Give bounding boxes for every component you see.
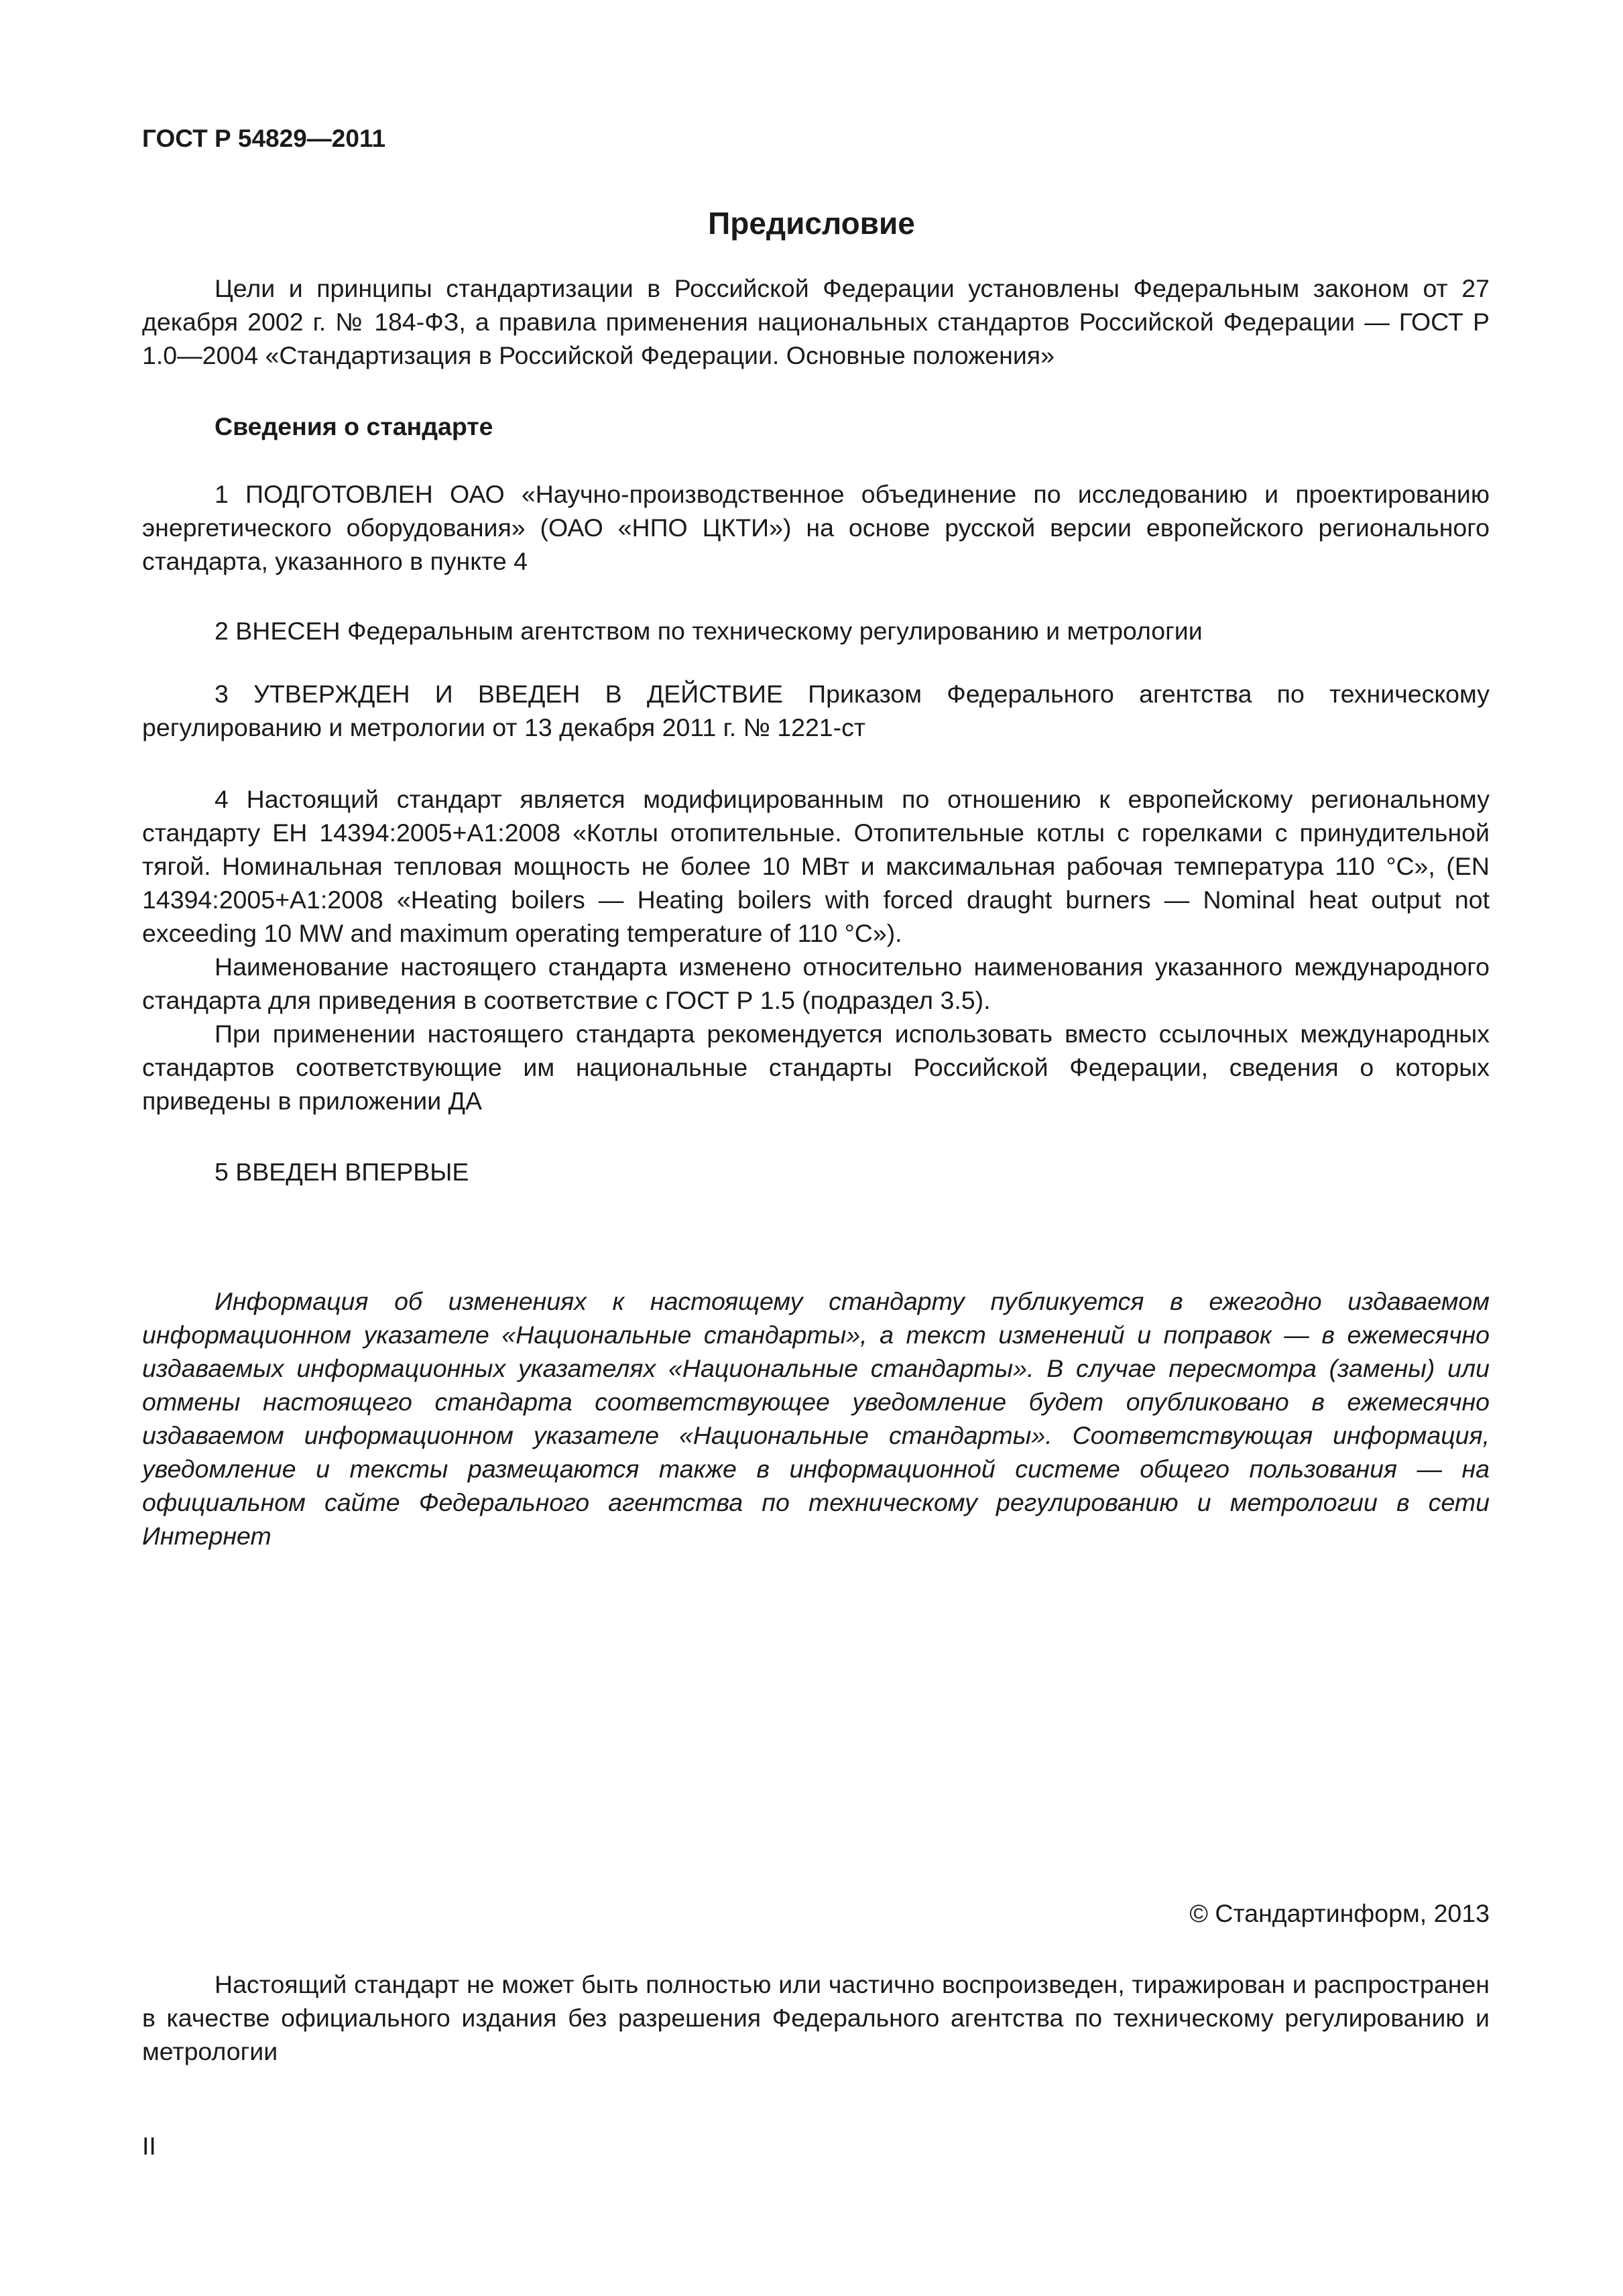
item-1-paragraph: 1 ПОДГОТОВЛЕН ОАО «Научно-производственное объединение по исследованию и проектированию энергетического оборудования» (ОАО «НПО ЦКТИ») на основе русской версии европейского регионального стандарта, указанного в пункте 4 xyxy=(142,480,1490,575)
changes-info-paragraph: Информация об изменениях к настоящему стандарту публикуется в ежегодно издаваемом информационном указателе «Национальные стандарты», а текст изменений и поправок — в ежемесячно издаваемых информационных указателях «Национальные стандарты». В случае пересмотра (замены) или отмены настоящего стандарта соответствующее уведомление будет опубликовано в ежемесячно издаваемом информационном указателе «Национальные стандарты». Соответствующая информация, уведомление и тексты размещаются также в информационной системе общего пользования — на официальном сайте Федерального агентства по техническому регулированию и метрологии в сети Интернет xyxy=(142,1287,1490,1550)
item-4-paragraph: 4 Настоящий стандарт является модифицированным по отношению к европейскому региональному стандарту ЕН 14394:2005+А1:2008 «Котлы отопительные. Отопительные котлы с горелками с принудительной тягой. Номинальная тепловая мощность не более 10 МВт и максимальная рабочая температура 110 °С», (EN 14394:2005+A1:2008 «Heating boilers — Heating boilers with forced draught burners — Nominal heat output not exceeding 10 MW and maximum operating temperature of 110 °C»). xyxy=(142,785,1490,947)
reproduction-notice: Настоящий стандарт не может быть полностью или частично воспроизведен, тиражирован и распространен в качестве официального издания без разрешения Федерального агентства по техническому регулированию и метрологии xyxy=(142,1970,1490,2065)
page-number: II xyxy=(142,2132,156,2160)
item-2-paragraph: 2 ВНЕСЕН Федеральным агентством по техническому регулированию и метрологии xyxy=(215,617,1203,645)
info-heading: Сведения о стандарте xyxy=(215,412,493,440)
item-4-note-1: Наименование настоящего стандарта изменено относительно наименования указанного международного стандарта для приведения в соответствие с ГОСТ Р 1.5 (подраздел 3.5). xyxy=(142,953,1490,1014)
item-5-paragraph: 5 ВВЕДЕН ВПЕРВЫЕ xyxy=(215,1158,469,1186)
copyright-line: © Стандартинформ, 2013 xyxy=(1189,1899,1490,1927)
item-3-paragraph: 3 УТВЕРЖДЕН И ВВЕДЕН В ДЕЙСТВИЕ Приказом Федерального агентства по техническому регулированию и метрологии от 13 декабря 2011 г. № 1221-ст xyxy=(142,680,1490,741)
page-title: Предисловие xyxy=(708,206,915,241)
item-4-note-2: При применении настоящего стандарта рекомендуется использовать вместо ссылочных международных стандартов соответствующие им национальные стандарты Российской Федерации, сведения о которых приведены в приложении ДА xyxy=(142,1020,1490,1115)
intro-paragraph: Цели и принципы стандартизации в Российской Федерации установлены Федеральным законом от 27 декабря 2002 г. № 184-ФЗ, а правила применения национальных стандартов Российской Федерации — ГОСТ Р 1.0—2004 «Стандартизация в Российской Федерации. Основные положения» xyxy=(142,274,1490,369)
standard-code: ГОСТ Р 54829—2011 xyxy=(142,125,386,152)
